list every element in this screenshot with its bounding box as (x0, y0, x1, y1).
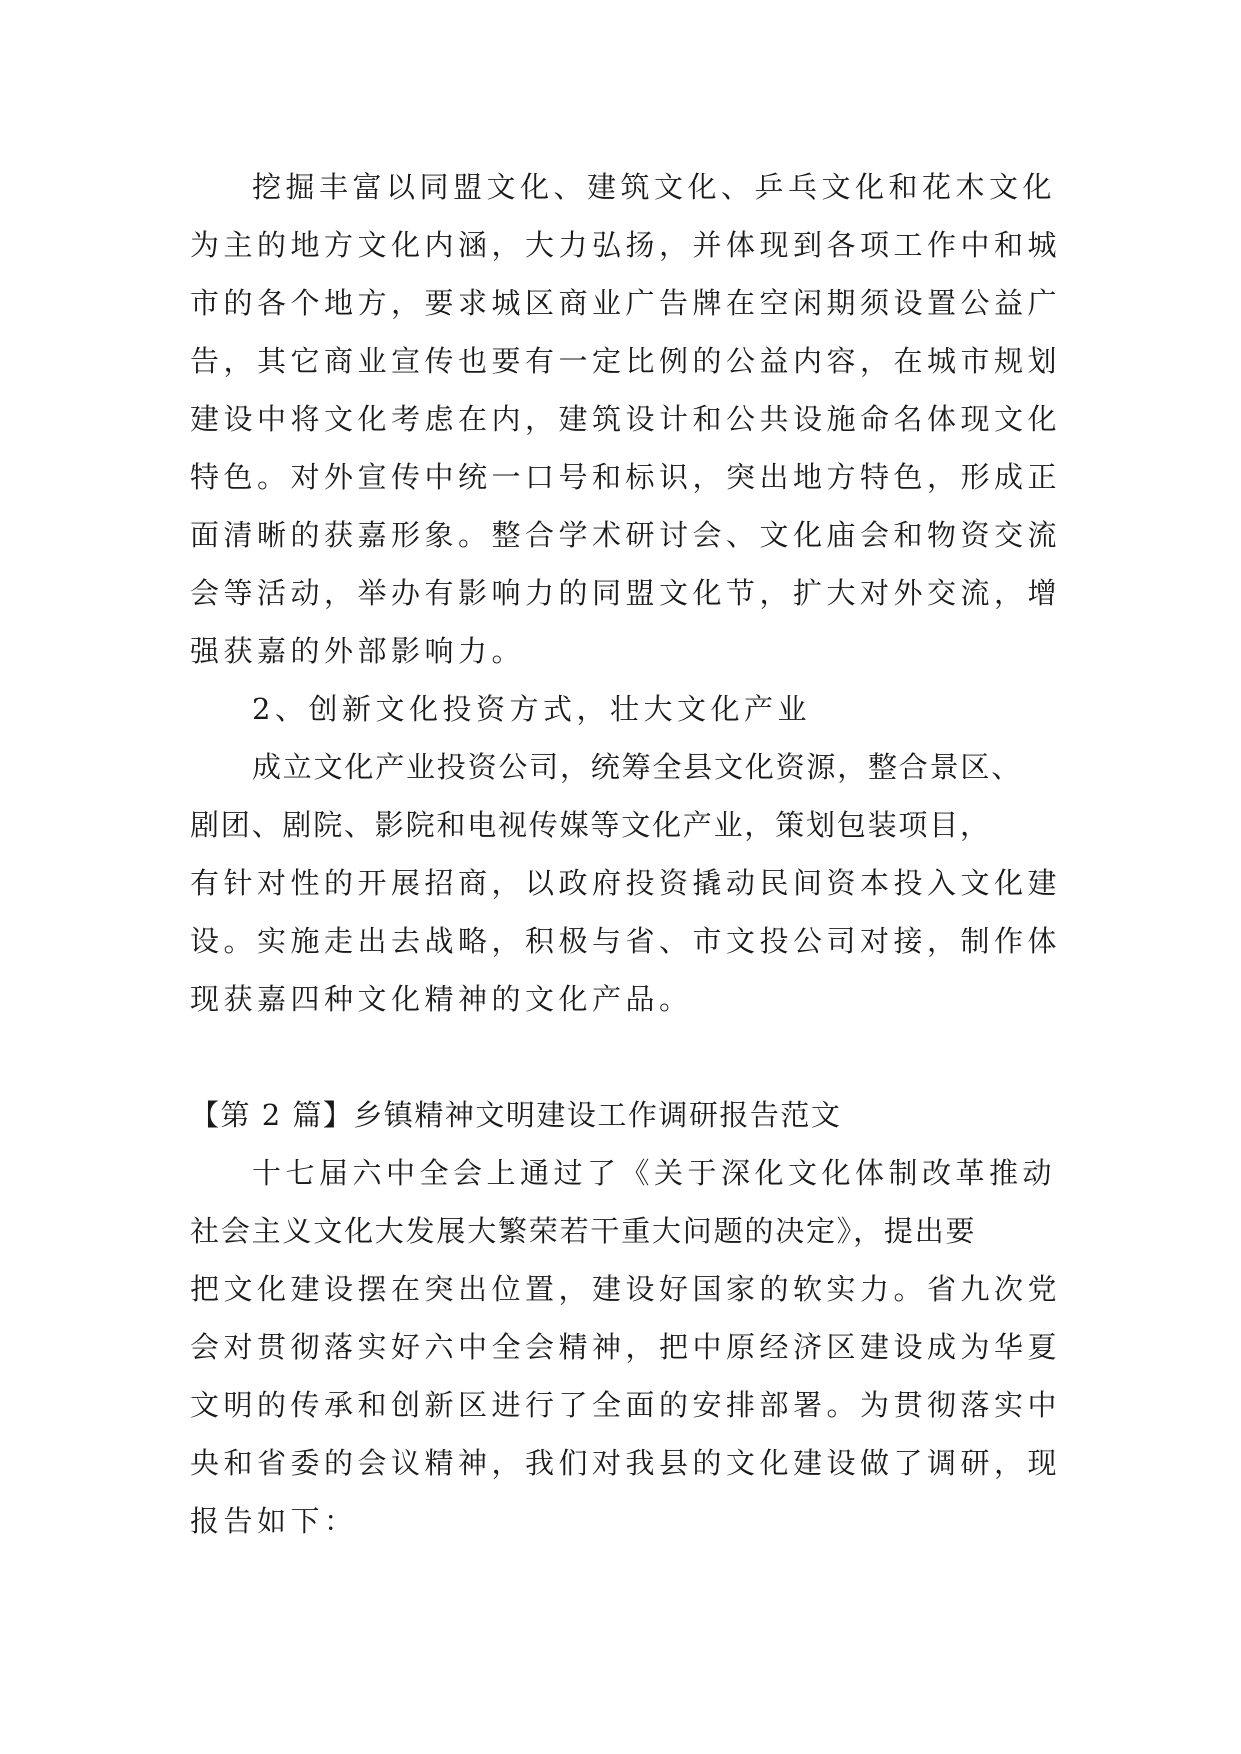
paragraph-line: 建设中将文化考虑在内，建筑设计和公共设施命名体现文化 (190, 402, 1062, 436)
paragraph-line: 强获嘉的外部影响力。 (190, 634, 526, 668)
paragraph-line: 市的各个地方，要求城区商业广告牌在空闲期须设置公益广 (190, 286, 1062, 320)
paragraph-line: 成立文化产业投资公司，统筹全县文化资源，整合景区、 (252, 750, 1023, 784)
paragraph-line: 设。实施走出去战略，积极与省、市文投公司对接，制作体 (190, 924, 1062, 958)
paragraph-line: 有针对性的开展招商，以政府投资撬动民间资本投入文化建 (190, 866, 1062, 900)
paragraph-line: 把文化建设摆在突出位置，建设好国家的软实力。省九次党 (190, 1272, 1062, 1306)
paragraph-line: 特色。对外宣传中统一口号和标识，突出地方特色，形成正 (190, 460, 1062, 494)
paragraph-line: 十七届六中全会上通过了《关于深化文化体制改革推动 (252, 1156, 1057, 1190)
paragraph-line: 现获嘉四种文化精神的文化产品。 (190, 982, 693, 1016)
paragraph-line: 央和省委的会议精神，我们对我县的文化建设做了调研，现 (190, 1446, 1062, 1480)
paragraph-line: 报告如下： (190, 1504, 358, 1538)
paragraph-line: 剧团、剧院、影院和电视传媒等文化产业，策划包装项目， (190, 808, 991, 842)
paragraph-line: 社会主义文化大发展大繁荣若干重大问题的决定》，提出要 (190, 1214, 977, 1248)
paragraph-line: 文明的传承和创新区进行了全面的安排部署。为贯彻落实中 (190, 1388, 1062, 1422)
section-spacer (190, 1028, 1050, 1086)
document-body (190, 158, 1062, 1550)
paragraph-line: 为主的地方文化内涵，大力弘扬，并体现到各项工作中和城 (190, 228, 1062, 262)
article-title: 【第 2 篇】乡镇精神文明建设工作调研报告范文 (190, 1098, 842, 1132)
paragraph-line: 挖掘丰富以同盟文化、建筑文化、乒乓文化和花木文化 (252, 170, 1057, 204)
section-subheading: 2、创新文化投资方式，壮大文化产业 (252, 692, 811, 726)
paragraph-line: 会等活动，举办有影响力的同盟文化节，扩大对外交流，增 (190, 576, 1062, 610)
paragraph-line: 会对贯彻落实好六中全会精神，把中原经济区建设成为华夏 (190, 1330, 1062, 1364)
paragraph-line: 面清晰的获嘉形象。整合学术研讨会、文化庙会和物资交流 (190, 518, 1062, 552)
paragraph-line: 告，其它商业宣传也要有一定比例的公益内容，在城市规划 (190, 344, 1062, 378)
